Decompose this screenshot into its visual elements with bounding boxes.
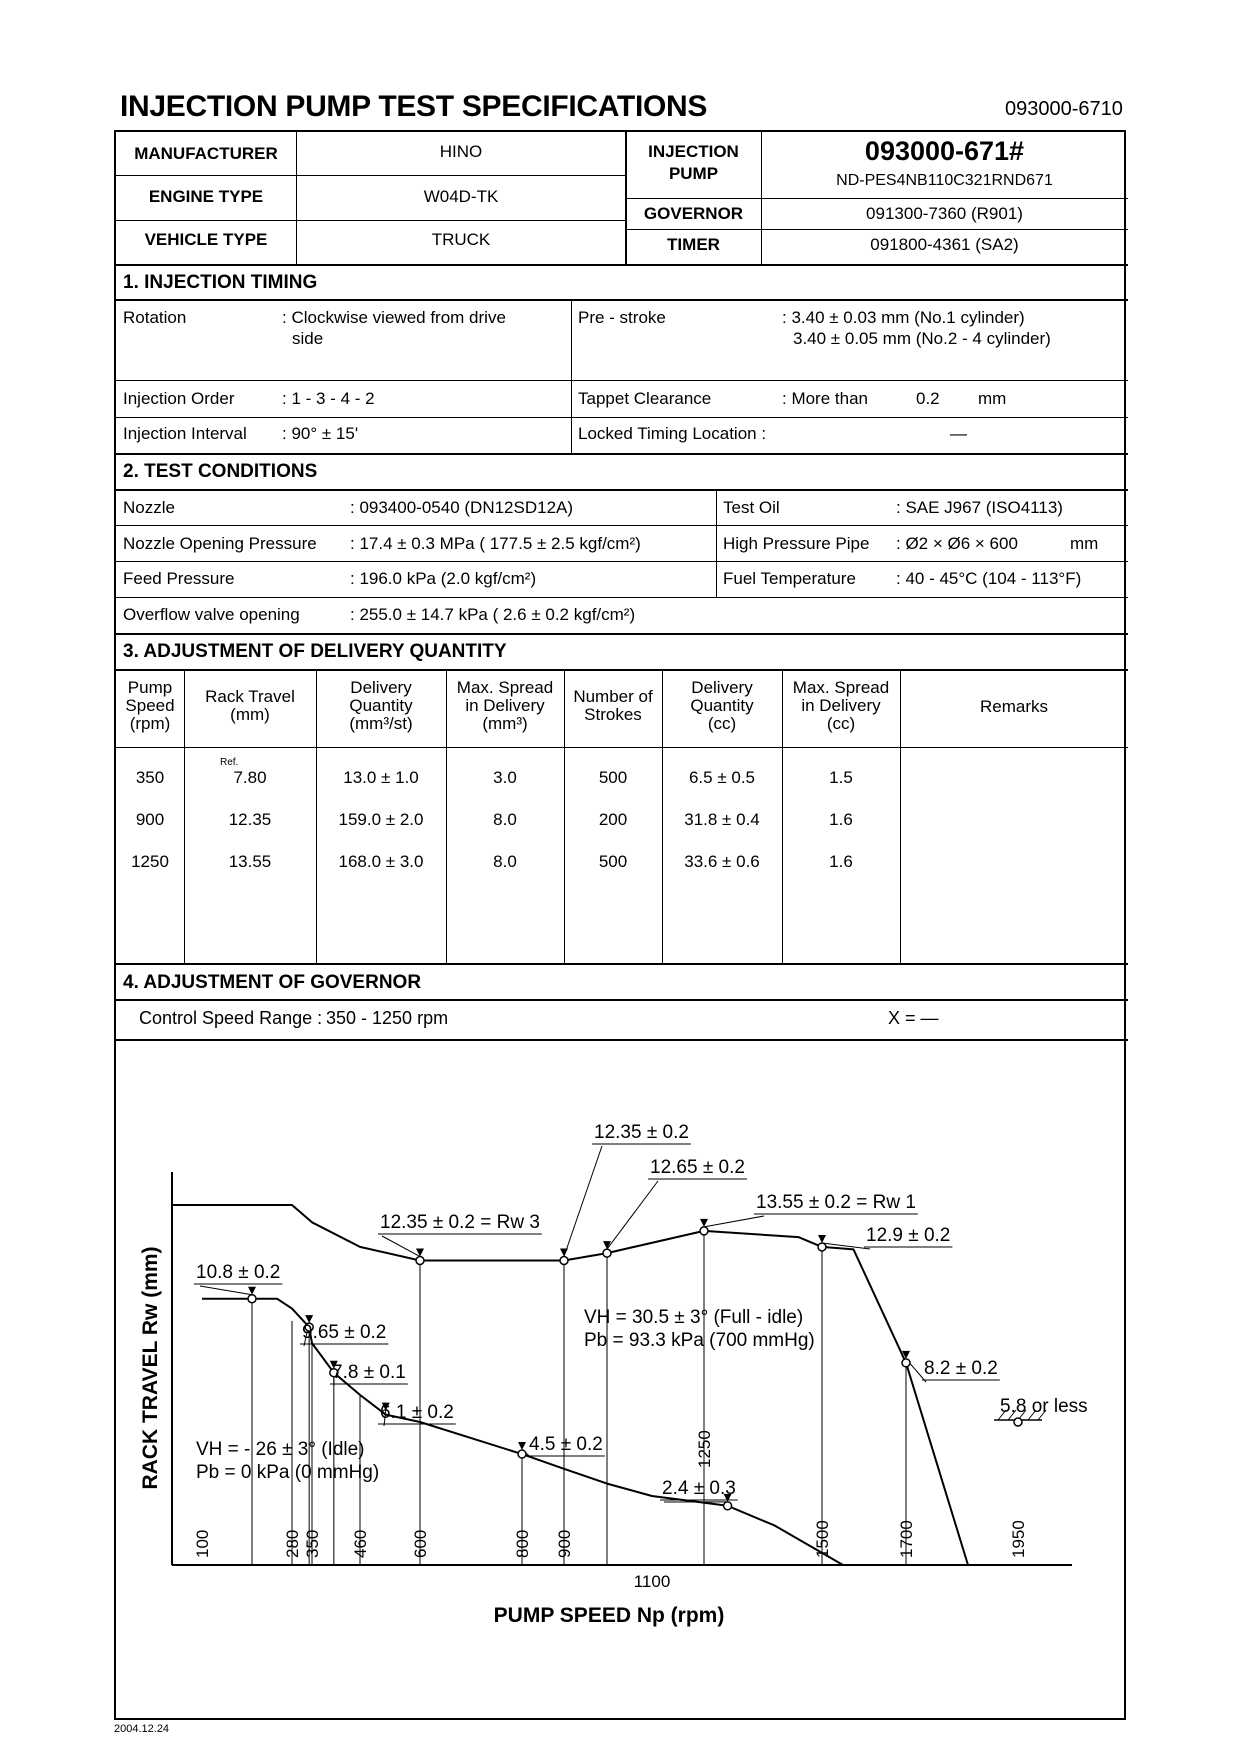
table-cell: 13.0 ± 1.0 <box>343 768 419 787</box>
engine-type-label: ENGINE TYPE <box>148 187 264 206</box>
locked-timing-value: — <box>950 424 967 443</box>
table-cell: 1.6 <box>829 810 853 829</box>
governor-value: 091300-7360 (R901) <box>866 204 1023 223</box>
data-point <box>416 1257 424 1265</box>
control-speed-value: 350 - 1250 rpm <box>326 1008 449 1028</box>
col-max-spread-cc: Max. Spread in Delivery (cc) <box>792 678 890 733</box>
table-cell: 1.5 <box>829 768 853 787</box>
x-tick-label: 280 <box>283 1529 302 1558</box>
section-delivery-quantity: 3. ADJUSTMENT OF DELIVERY QUANTITY <box>123 641 507 662</box>
feed-pressure-value: : 196.0 kPa (2.0 kgf/cm²) <box>350 569 537 588</box>
table-cell: 168.0 ± 3.0 <box>338 852 424 871</box>
data-point <box>902 1359 910 1367</box>
doc-number: 093000-6710 <box>1005 98 1123 120</box>
data-point <box>1014 1418 1022 1426</box>
leader-arrow <box>248 1287 256 1295</box>
x-tick-label: 1100 <box>633 1572 671 1591</box>
annotation-label: 9.65 ± 0.2 <box>302 1322 387 1343</box>
chart-lines <box>202 1205 968 1565</box>
col-rack-travel: Rack Travel (mm) <box>205 687 295 724</box>
test-oil-value: : SAE J967 (ISO4113) <box>896 498 1063 517</box>
data-point <box>518 1450 526 1458</box>
annotation-label: VH = - 26 ± 3° (Idle) <box>196 1439 365 1460</box>
timer-label: TIMER <box>667 235 720 254</box>
annotation-label: Pb = 0 kPa (0 mmHg) <box>196 1462 380 1483</box>
annotation-label: 2.4 ± 0.3 <box>662 1478 736 1499</box>
x-tick-label: 1950 <box>1009 1520 1028 1558</box>
overflow-valve-label: Overflow valve opening <box>123 605 300 624</box>
x-value: X = — <box>888 1008 939 1028</box>
tappet-value: 0.2 <box>916 389 940 408</box>
leader-arrow <box>818 1235 826 1243</box>
table-cell: 31.8 ± 0.4 <box>684 810 760 829</box>
prestroke-label: Pre - stroke <box>578 308 666 327</box>
annotation-label: 12.35 ± 0.2 <box>594 1122 689 1143</box>
table-cell: 13.55 <box>228 852 272 871</box>
overflow-valve-value: : 255.0 ± 14.7 kPa ( 2.6 ± 0.2 kgf/cm²) <box>350 605 636 624</box>
table-cell: 8.0 <box>493 810 517 829</box>
col-remarks: Remarks <box>979 697 1048 716</box>
rotation-value-2: side <box>292 329 324 348</box>
section-test-conditions: 2. TEST CONDITIONS <box>123 461 318 482</box>
high-pressure-pipe-unit: mm <box>1070 534 1099 553</box>
annotation-label: 12.9 ± 0.2 <box>866 1225 951 1246</box>
leader-arrow <box>700 1219 708 1227</box>
leader-arrow <box>560 1249 568 1257</box>
data-point <box>724 1502 732 1510</box>
leader-line <box>200 1286 252 1295</box>
table-cell: 500 <box>598 768 628 787</box>
x-tick-label: 1250 <box>695 1430 714 1468</box>
col-number-of-strokes: Number of Strokes <box>573 687 653 724</box>
x-tick-label: 800 <box>513 1529 532 1558</box>
control-speed-label: Control Speed Range : <box>139 1008 323 1028</box>
injection-pump-label-2: PUMP <box>668 164 719 183</box>
data-point <box>700 1227 708 1235</box>
table-cell: 33.6 ± 0.6 <box>684 852 760 871</box>
table-cell: 350 <box>135 768 165 787</box>
vehicle-type-label: VEHICLE TYPE <box>144 230 268 249</box>
annotation-label: Pb = 93.3 kPa (700 mmHg) <box>584 1330 815 1351</box>
rotation-label: Rotation <box>123 308 187 327</box>
annotation-label: 13.55 ± 0.2 = Rw 1 <box>756 1192 916 1213</box>
injection-interval-value: : 90° ± 15' <box>282 424 359 443</box>
annotation-label: 5.8 or less <box>1000 1396 1088 1417</box>
data-point <box>560 1257 568 1265</box>
pump-number: 093000-671# <box>864 136 1025 166</box>
nozzle-value: : 093400-0540 (DN12SD12A) <box>350 498 574 517</box>
high-pressure-pipe-label: High Pressure Pipe <box>723 534 870 553</box>
high-pressure-pipe-value: : Ø2 × Ø6 × 600 <box>896 534 1018 553</box>
date-stamp: 2004.12.24 <box>114 1723 170 1735</box>
annotation-label: 6.1 ± 0.2 <box>380 1402 454 1423</box>
locked-timing-label: Locked Timing Location : <box>578 424 767 443</box>
pump-model: ND-PES4NB110C321RND671 <box>836 172 1053 189</box>
x-tick-label: 460 <box>351 1529 370 1558</box>
x-tick-label: 350 <box>303 1529 322 1558</box>
page-title: INJECTION PUMP TEST SPECIFICATIONS <box>120 90 708 123</box>
x-tick-label: 1500 <box>813 1520 832 1558</box>
nozzle-label: Nozzle <box>123 498 175 517</box>
col-max-spread-mm3: Max. Spread in Delivery (mm³) <box>456 678 554 733</box>
annotation-label: 10.8 ± 0.2 <box>196 1262 281 1283</box>
col-delivery-quantity-cc: Delivery Quantity (cc) <box>690 678 754 733</box>
data-point <box>818 1243 826 1251</box>
x-tick-label: 600 <box>411 1529 430 1558</box>
leader-arrow <box>518 1442 526 1450</box>
table-cell: 1250 <box>131 852 169 871</box>
table-cell: 7.80 <box>233 768 267 787</box>
table-cell: 200 <box>598 810 628 829</box>
manufacturer-value: HINO <box>439 142 483 161</box>
table-cell: 159.0 ± 2.0 <box>338 810 424 829</box>
injection-interval-label: Injection Interval <box>123 424 247 443</box>
annotation-label: VH = 30.5 ± 3° (Full - idle) <box>584 1307 804 1328</box>
injection-order-label: Injection Order <box>123 389 235 408</box>
series-line-1 <box>202 1205 968 1565</box>
injection-order-value: : 1 - 3 - 4 - 2 <box>282 389 375 408</box>
engine-type-value: W04D-TK <box>423 187 499 206</box>
nozzle-opening-pressure-label: Nozzle Opening Pressure <box>123 534 317 553</box>
annotation-label: 7.8 ± 0.1 <box>332 1362 406 1383</box>
timer-value: 091800-4361 (SA2) <box>870 235 1019 254</box>
x-tick-label: 100 <box>193 1529 212 1558</box>
annotation-label: 12.35 ± 0.2 = Rw 3 <box>380 1212 540 1233</box>
table-cell: 12.35 <box>228 810 272 829</box>
section-governor: 4. ADJUSTMENT OF GOVERNOR <box>123 972 422 993</box>
manufacturer-label: MANUFACTURER <box>134 144 278 163</box>
vehicle-type-value: TRUCK <box>431 230 491 249</box>
leader-line <box>564 1146 602 1257</box>
rotation-value: : Clockwise viewed from drive <box>282 308 506 327</box>
fuel-temperature-label: Fuel Temperature <box>723 569 856 588</box>
fuel-temperature-value: : 40 - 45°C (104 - 113°F) <box>896 569 1082 588</box>
table-cell: 8.0 <box>493 852 517 871</box>
col-pump-speed: Pump Speed (rpm) <box>125 678 175 733</box>
table-cell: 1.6 <box>829 852 853 871</box>
injection-pump-label-1: INJECTION <box>648 142 739 161</box>
leader-line <box>607 1181 658 1249</box>
table-cell: 500 <box>598 852 628 871</box>
x-tick-label: 1700 <box>897 1520 916 1558</box>
table-cell: 6.5 ± 0.5 <box>688 768 756 787</box>
annotation-label: 8.2 ± 0.2 <box>924 1358 998 1379</box>
annotation-label: 12.65 ± 0.2 <box>650 1157 745 1178</box>
annotation-label: 4.5 ± 0.2 <box>529 1434 603 1455</box>
nozzle-opening-pressure-value: : 17.4 ± 0.3 MPa ( 177.5 ± 2.5 kgf/cm²) <box>350 534 641 553</box>
tappet-unit: mm <box>978 389 1007 408</box>
x-tick-label: 900 <box>555 1529 574 1558</box>
governor-label: GOVERNOR <box>643 204 744 223</box>
ref-note: Ref. <box>220 757 239 768</box>
table-cell: 3.0 <box>493 768 517 787</box>
data-point <box>603 1249 611 1257</box>
col-delivery-quantity-mm3: Delivery Quantity (mm³/st) <box>349 678 413 733</box>
section-injection-timing: 1. INJECTION TIMING <box>123 272 318 293</box>
table-cell: 900 <box>135 810 165 829</box>
tappet-prefix: : More than <box>782 389 868 408</box>
x-axis-label: PUMP SPEED Np (rpm) <box>493 1604 725 1627</box>
leader-line <box>704 1216 764 1227</box>
test-oil-label: Test Oil <box>723 498 780 517</box>
prestroke-value: : 3.40 ± 0.03 mm (No.1 cylinder) <box>782 308 1025 327</box>
data-point <box>248 1295 256 1303</box>
y-axis-label: RACK TRAVEL Rw (mm) <box>139 1246 162 1490</box>
tappet-label: Tappet Clearance <box>578 389 712 408</box>
feed-pressure-label: Feed Pressure <box>123 569 235 588</box>
prestroke-value-2: 3.40 ± 0.05 mm (No.2 - 4 cylinder) <box>793 329 1051 348</box>
